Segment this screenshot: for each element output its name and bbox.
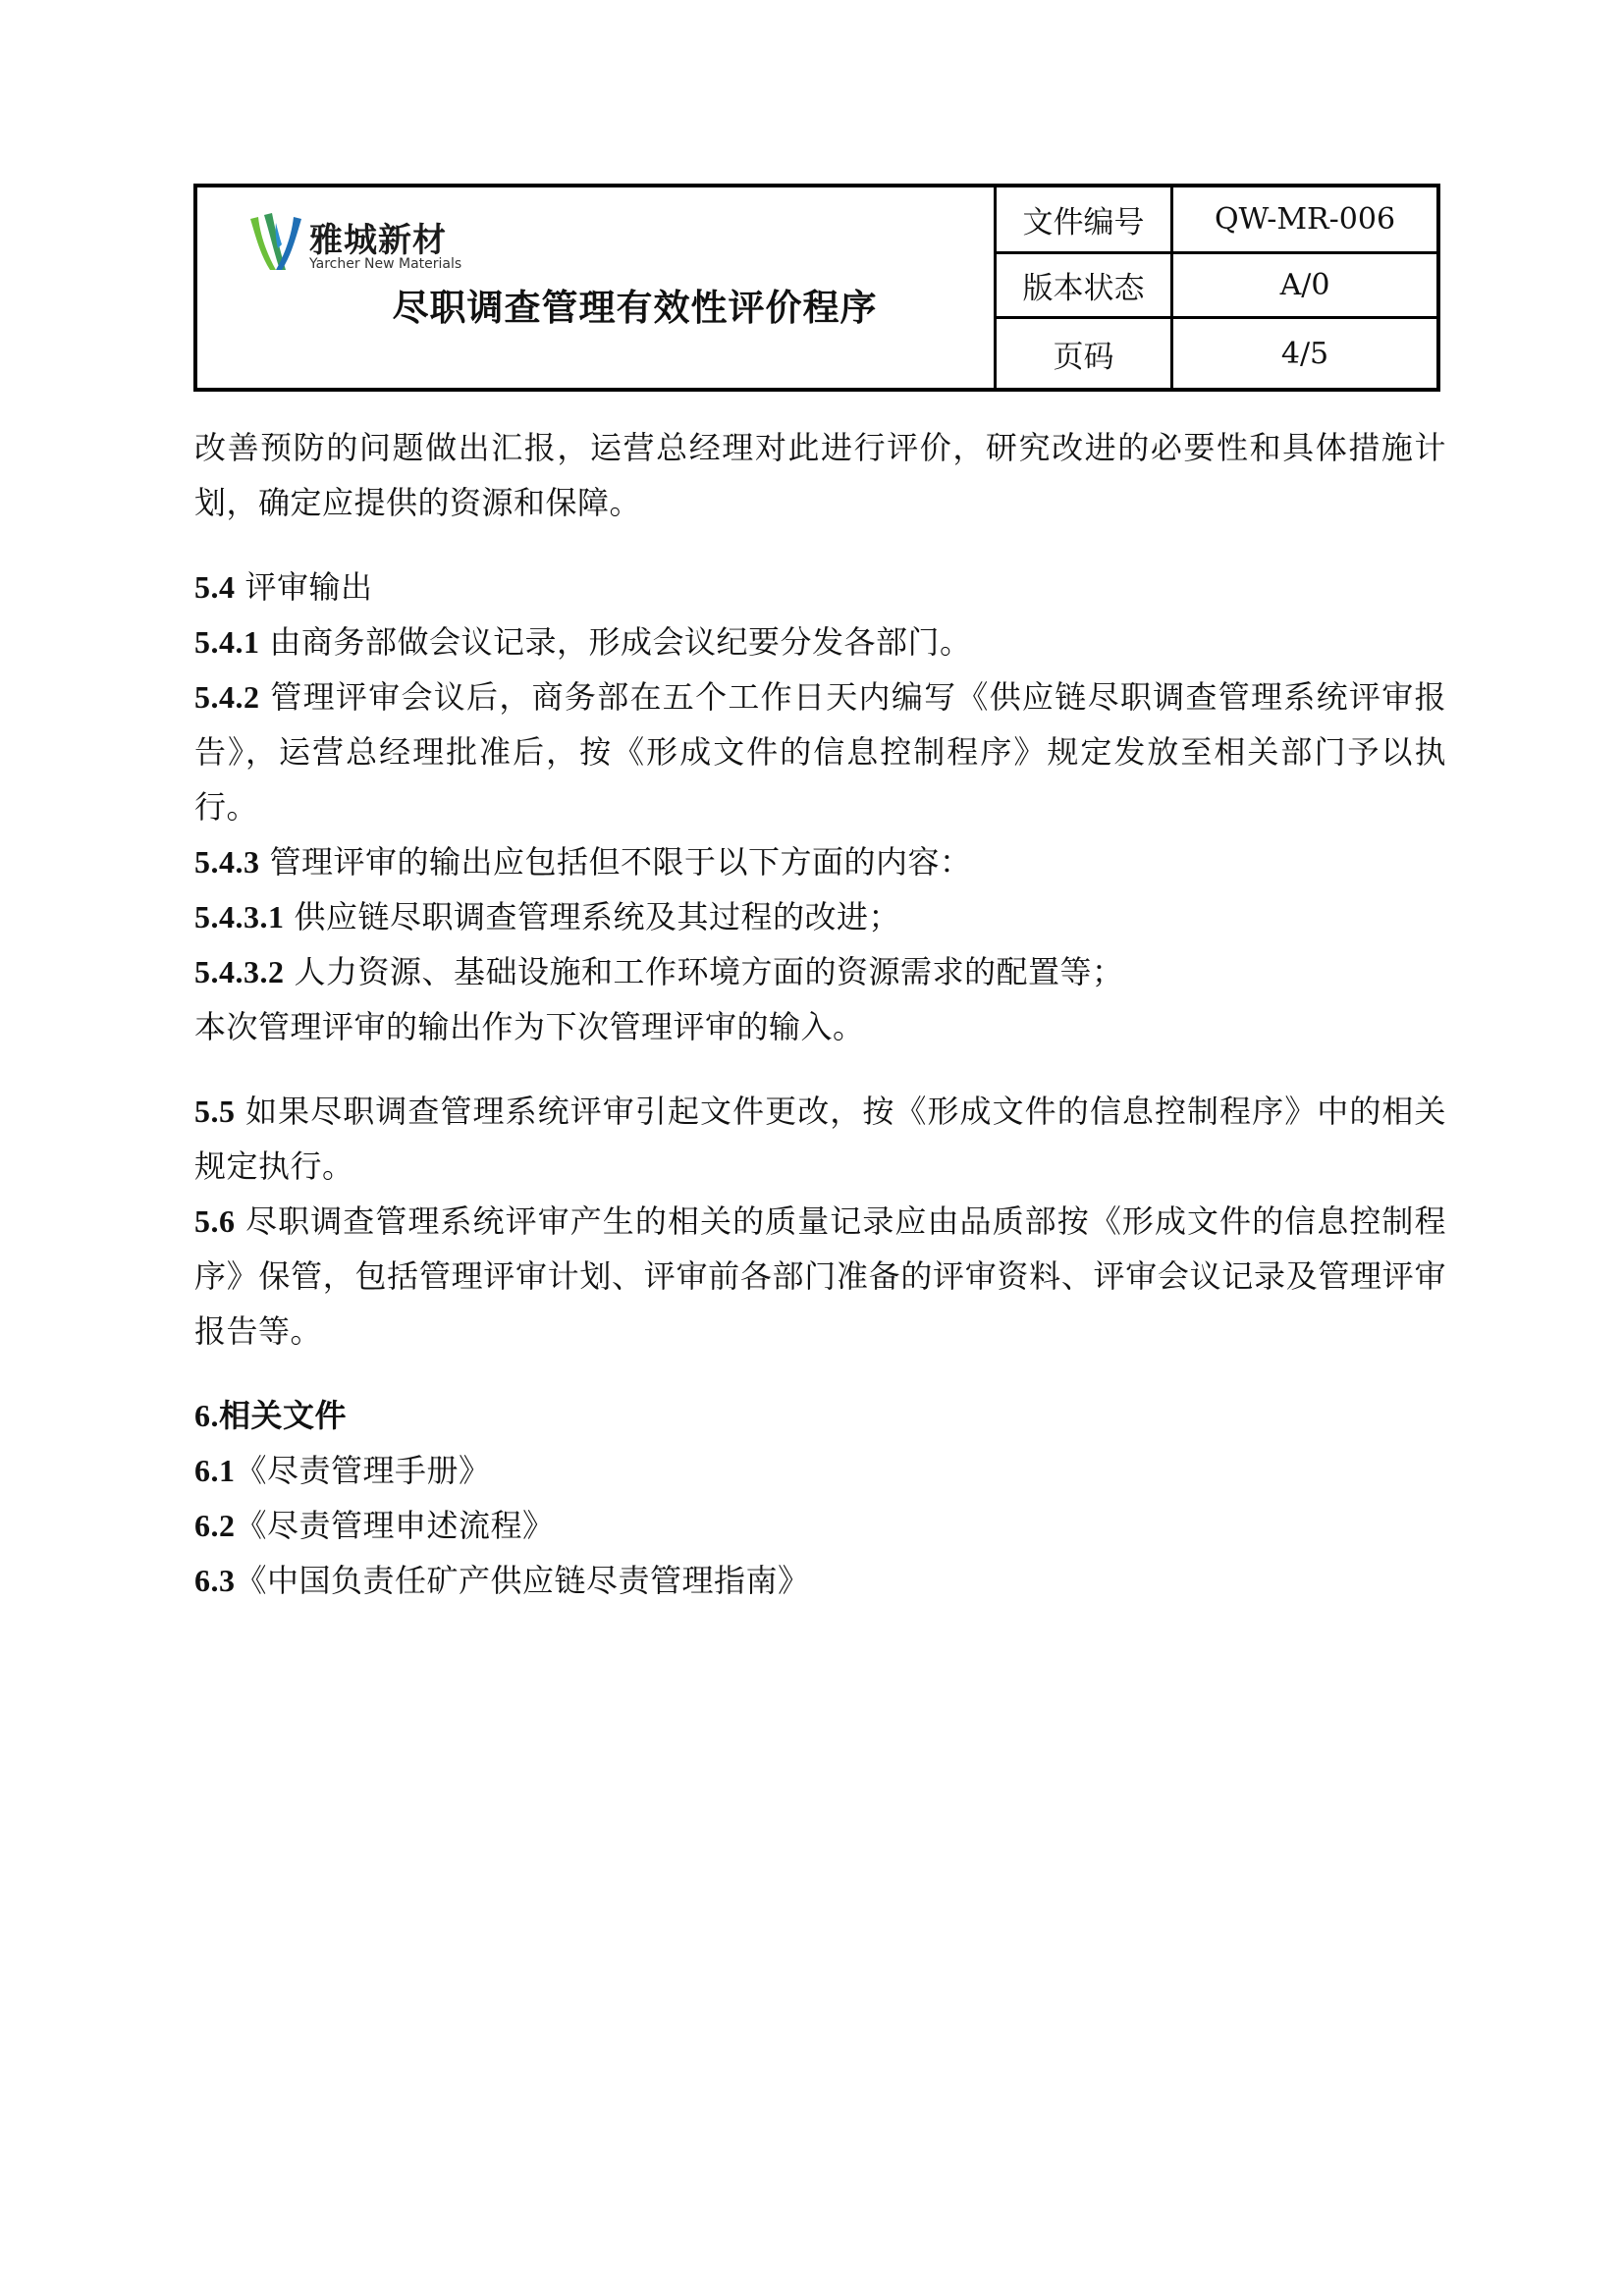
section-text: 评审输出 — [244, 568, 373, 606]
meta-row-doc-number — [997, 187, 1436, 254]
meta-value: A/0 — [1279, 268, 1330, 302]
section-number: 5.4 — [194, 569, 236, 605]
section-5-4-2 — [194, 669, 1446, 834]
section-6-heading — [194, 1388, 1446, 1443]
logo-chinese-text: 雅城新材 — [309, 221, 447, 260]
section-text: 如果尽职调查管理系统评审引起文件更改，按《形成文件的信息控制程序》中的相关规定执行。 — [194, 1093, 1446, 1185]
section-5-4-1 — [194, 614, 1446, 669]
header-title-cell — [197, 187, 997, 388]
section-5-4-3-note: 本次管理评审的输出作为下次管理评审的输入。 — [194, 1008, 865, 1045]
section-text: 供应链尽职调查管理系统及其过程的改进； — [294, 898, 901, 935]
section-5-4 — [194, 560, 1446, 614]
section-text: 相关文件 — [219, 1397, 348, 1434]
meta-label: 版本状态 — [997, 254, 1173, 316]
section-number: 5.4.1 — [194, 624, 260, 660]
header-meta — [997, 187, 1436, 388]
logo-mark-icon — [246, 209, 305, 274]
section-6-2 — [194, 1498, 1446, 1553]
section-number: 5.5 — [194, 1094, 236, 1129]
section-number: 5.4.3 — [194, 844, 260, 880]
section-text: 尽职调查管理系统评审产生的相关的质量记录应由品质部按《形成文件的信息控制程序》保管，包括管理评审计划、评审前各部门准备的评审资料、评审会议记录及管理评审报告等。 — [194, 1202, 1446, 1350]
section-5-4-3-1 — [194, 889, 1446, 944]
section-text: 人力资源、基础设施和工作环境方面的资源需求的配置等； — [294, 953, 1124, 990]
section-number: 6.2 — [194, 1508, 236, 1543]
section-text: 管理评审的输出应包括但不限于以下方面的内容： — [269, 843, 972, 881]
document-title: 尽职调查管理有效性评价程序 — [392, 287, 878, 329]
section-number: 6.1 — [194, 1453, 236, 1488]
meta-value: 4/5 — [1280, 336, 1329, 371]
section-number: 5.6 — [194, 1203, 236, 1239]
section-number: 5.4.3.2 — [194, 954, 285, 989]
meta-value: QW-MR-006 — [1214, 202, 1396, 237]
section-number: 6. — [194, 1398, 219, 1433]
section-6-1 — [194, 1443, 1446, 1498]
section-5-4-3 — [194, 834, 1446, 889]
section-6-3 — [194, 1553, 1446, 1608]
section-5-5 — [194, 1084, 1446, 1194]
intro-paragraph: 改善预防的问题做出汇报，运营总经理对此进行评价，研究改进的必要性和具体措施计划，确定应提供的资源和保障。 — [194, 429, 1446, 521]
meta-row-version — [997, 254, 1436, 319]
section-number: 5.4.2 — [194, 679, 260, 715]
section-number: 6.3 — [194, 1563, 236, 1598]
company-logo — [246, 209, 502, 274]
document-body — [194, 420, 1446, 1608]
section-5-4-3-2 — [194, 944, 1446, 999]
section-text: 《尽责管理手册》 — [235, 1452, 491, 1489]
header-table — [193, 184, 1440, 392]
section-text: 《尽责管理申述流程》 — [235, 1507, 555, 1544]
section-5-6 — [194, 1194, 1446, 1359]
meta-label: 页码 — [997, 319, 1173, 388]
meta-label: 文件编号 — [997, 187, 1173, 251]
section-text: 由商务部做会议记录，形成会议纪要分发各部门。 — [269, 623, 972, 661]
section-text: 《中国负责任矿产供应链尽责管理指南》 — [235, 1562, 810, 1599]
section-text: 管理评审会议后，商务部在五个工作日天内编写《供应链尽职调查管理系统评审报告》，运营总经理批准后，按《形成文件的信息控制程序》规定发放至相关部门予以执行。 — [194, 678, 1446, 826]
meta-row-page — [997, 319, 1436, 388]
logo-english-text: Yarcher New Materials — [309, 256, 462, 272]
section-number: 5.4.3.1 — [194, 899, 285, 934]
